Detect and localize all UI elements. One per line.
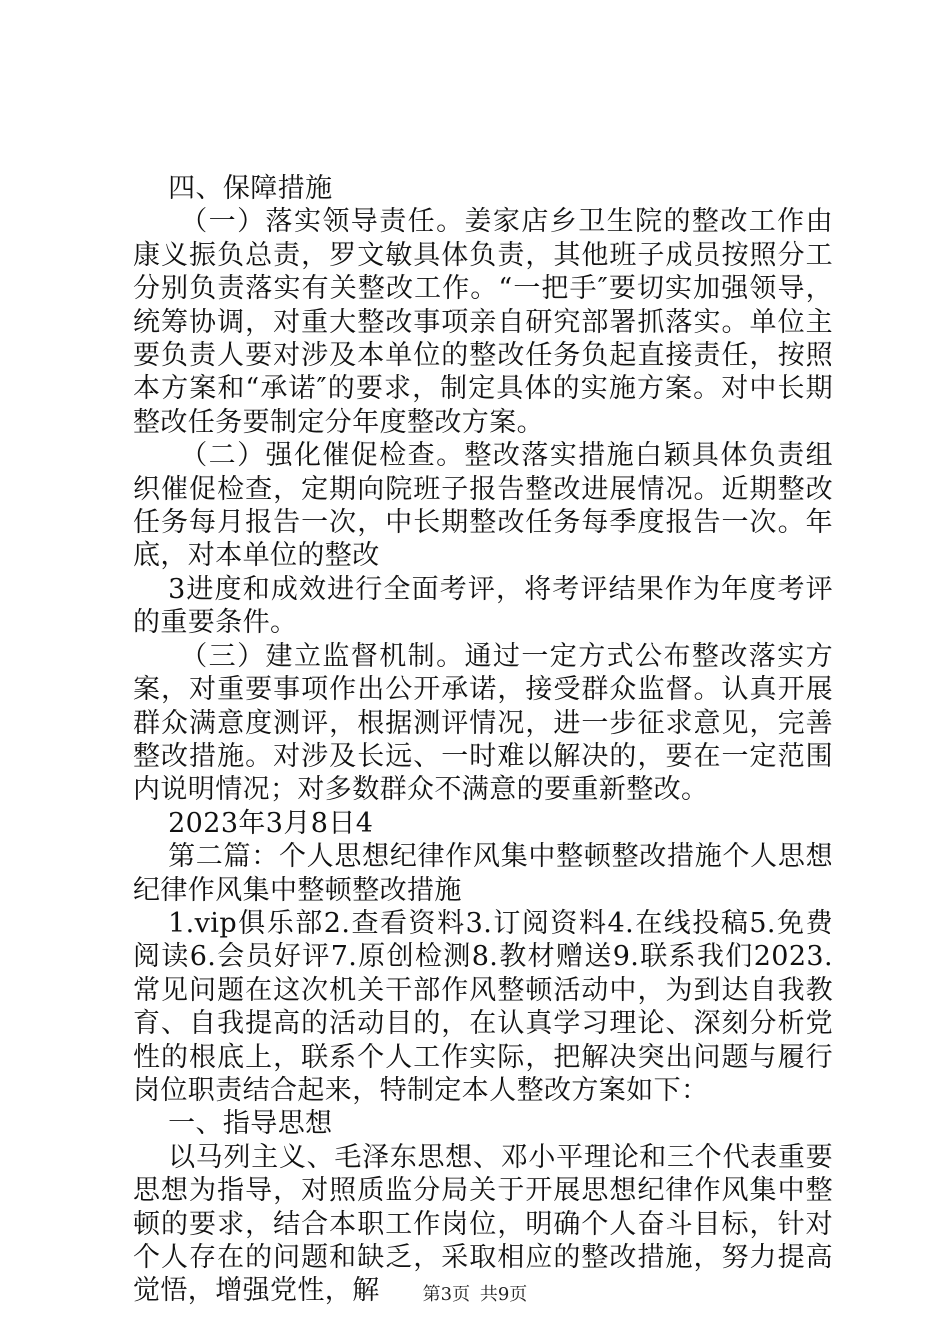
page-total: 共9页 [479, 1284, 528, 1305]
paragraph-leadership-responsibility: （一）落实领导责任。姜家店乡卫生院的整改工作由康义振负总责，罗文敏具体负责，其他班子成员按照分工分别负责落实有关整改工作。“一把手″要切实加强领导，统筹协调，对重大整改事项亲自研究部署抓落实。单位主要负责人要对涉及本单位的整改任务负起直接责任，按照本方案和“承诺″的要求，制定具体的实施方案。对中长期整改任务要制定分年度整改方案。 [133, 206, 833, 438]
section-heading-safeguards: 四、保障措施 [168, 173, 333, 204]
document-body [133, 172, 833, 1308]
paragraph-date: 2023年3月8日4 [168, 807, 374, 839]
paragraph-oversight-mechanism: （三）建立监督机制。通过一定方式公布整改落实方案，对重要事项作出公开承诺，接受群众监督。认真开展群众满意度测评，根据测评情况，进一步征求意见，完善整改措施。对涉及长远、一时难以解决的，要在一定范围内说明情况；对多数群众不满意的要重新整改。 [133, 640, 833, 806]
paragraph-supervision-inspection: （二）强化催促检查。整改落实措施白颖具体负责组织催促检查，定期向院班子报告整改进展情况。近期整改任务每月报告一次，中长期整改任务每季度报告一次。年底，对本单位的整改 [133, 440, 833, 572]
page-footer [0, 1280, 950, 1306]
paragraph-second-article-title: 第二篇：个人思想纪律作风集中整顿整改措施个人思想纪律作风集中整顿整改措施 [133, 841, 833, 906]
paragraph-intro: 1.vip俱乐部2.查看资料3.订阅资料4.在线投稿5.免费阅读6.会员好评7.原创检测8.教材赠送9.联系我们2023.常见问题在这次机关干部作风整顿活动中，为到达自我教育、自我提高的活动目的，在认真学习理论、深刻分析党性的根底上，联系个人工作实际，把解决突出问题与履行岗位职责结合起来，特制定本人整改方案如下： [133, 907, 833, 1106]
paragraph-evaluation: 3进度和成效进行全面考评，将考评结果作为年度考评的重要条件。 [133, 573, 833, 639]
page-number: 第3页 [422, 1284, 471, 1305]
paragraph-guiding-ideology: 以马列主义、毛泽东思想、邓小平理论和三个代表重要思想为指导，对照质监分局关于开展思想纪律作风集中整顿的要求，结合本职工作岗位，明确个人奋斗目标，针对个人存在的问题和缺乏，采取相应的整改措施，努力提高觉悟，增强党性，解 [133, 1141, 833, 1307]
section-heading-guiding-ideology: 一、指导思想 [168, 1108, 333, 1140]
